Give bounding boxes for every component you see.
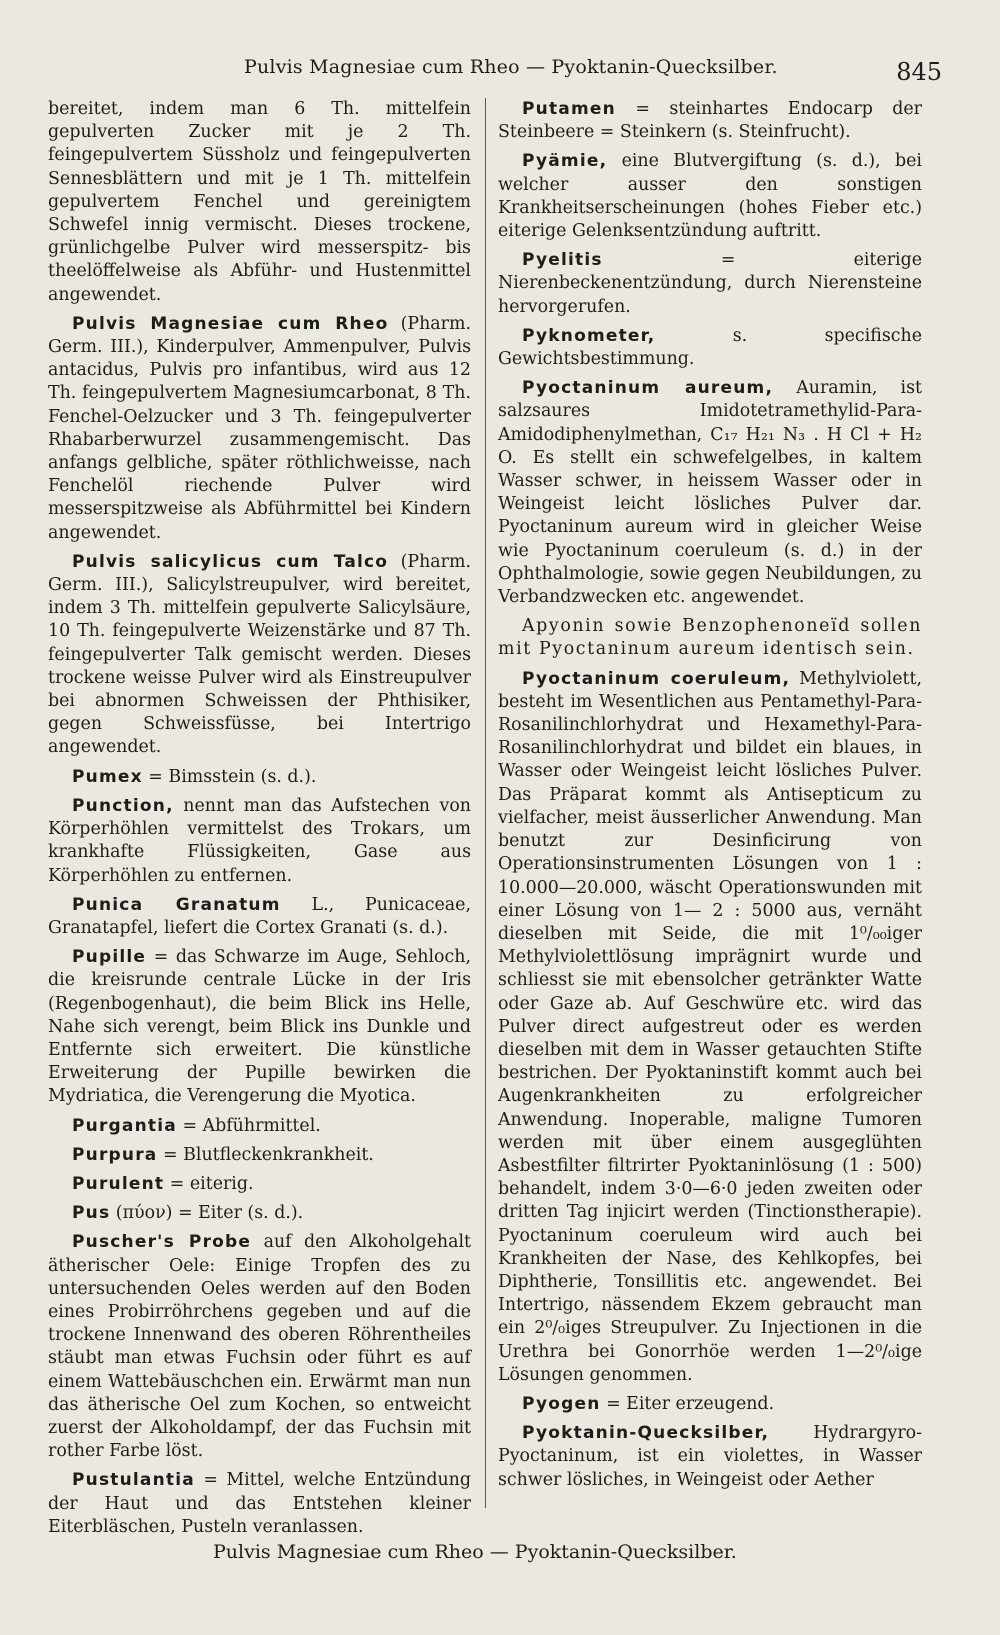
dictionary-entry [48, 1115, 471, 1138]
entry-text: eine Blutvergiftung (s. d.), bei welcher ausser den sonstigen Krankheitserscheinungen (hohes Fieber etc.) eiterige Gelenksentzündung auftritt. [498, 151, 922, 242]
left-column [48, 98, 485, 1543]
dictionary-entry [48, 1231, 471, 1463]
entry-text: = eiterige Nierenbeckenentzündung, durch Nierensteine hervorgerufen. [498, 250, 922, 317]
dictionary-entry [48, 1202, 471, 1225]
dictionary-entry [498, 325, 922, 371]
entry-headword: Purgantia [72, 1115, 177, 1136]
entry-text: = das Schwarze im Auge, Sehloch, die kreisrunde centrale Lücke in der Iris (Regenbogenhaut), die beim Blick ins Helle, Nahe sich verengt, beim Blick ins Dunkle und Entfernte sich erweitert. Die künstliche Erweiterung der Pupille bewirken die Mydriatica, die Verengerung die Myotica. [48, 947, 471, 1107]
entry-text: = Mittel, welche Entzündung der Haut und das Entstehen kleiner Eiterbläschen, Pusteln veranlassen. [48, 1470, 471, 1537]
entry-headword: Purpura [72, 1144, 158, 1165]
entry-text: = Bimsstein (s. d.). [142, 766, 317, 787]
entry-text: (Pharm. Germ. III.), Salicylstreupulver, wird bereitet, indem 3 Th. mittelfein gepulverte Salicylsäure, 10 Th. feingepulverte Weizenstärke und 87 Th. feingepulverter Talk gemischt werden. Dieses trockene weisse Pulver wird als Einstreupulver bei abnormen Schweissen der Phthisiker, gegen Schweissfüsse, bei Intertrigo angewendet. [48, 551, 472, 758]
entry-headword: Purulent [72, 1173, 165, 1194]
entry-headword: Puscher's Probe [72, 1232, 252, 1253]
entry-text: auf den Alkoholgehalt ätherischer Oele: Einige Tropfen des zu untersuchenden Oeles werden auf den Boden eines Probirröhrchens gegeben und auf die trockene Innenwand des oberen Röhrentheiles stäubt man etwas Fuchsin oder führt es auf einem Wattebäuschchen ein. Erwärmt man nun das ätherische Oel zum Kochen, so entweicht zuerst der Alkoholdampf, der das Fuchsin mit rother Farbe löst. [48, 1232, 471, 1462]
entry-headword: Pyämie, [522, 151, 608, 172]
entry-headword: Pyogen [522, 1393, 601, 1414]
entry-text: s. specifische Gewichtsbestimmung. [498, 325, 922, 370]
entry-headword: Pyknometer, [522, 325, 656, 346]
entry-headword: Pyoktanin-Quecksilber, [522, 1423, 770, 1444]
entry-text: nennt man das Aufstechen von Körperhöhlen vermittelst des Trokars, um krankhafte Flüssigkeiten, Gase aus Körperhöhlen zu entfernen. [48, 795, 471, 886]
entry-headword: Pulvis Magnesiae cum Rheo [72, 313, 389, 334]
dictionary-entry [498, 249, 922, 319]
entry-text: L., Punicaceae, Granatapfel, liefert die Cortex Granati (s. d.). [48, 894, 471, 938]
entry-text: = Blutfleckenkrankheit. [157, 1144, 374, 1165]
entry-headword: Punica Granatum [72, 894, 281, 915]
footer-line: Pulvis Magnesiae cum Rheo — Pyoktanin-Quecksilber. [213, 1541, 737, 1563]
entry-text: = steinhartes Endocarp der Steinbeere = Steinkern (s. Steinfrucht). [498, 99, 922, 143]
entry-text: Hydrargyro-Pyoctaninum, ist ein violettes, in Wasser schwer lösliches, in Weingeist oder Aether [498, 1423, 922, 1490]
entry-headword: Pyoctaninum aureum, [522, 378, 774, 399]
dictionary-entry [48, 766, 471, 789]
dictionary-entry [498, 1393, 922, 1416]
entry-headword: Pumex [72, 766, 143, 787]
dictionary-entry [48, 894, 471, 940]
dictionary-entry [498, 98, 922, 144]
running-header [48, 48, 942, 98]
entry-text: = Abführmittel. [176, 1115, 321, 1136]
entry-text: Auramin, ist salzsaures Imidotetramethylid-Para-Amidodiphenylmethan, C₁₇ H₂₁ N₃ . H Cl + H₂ O. Es stellt ein schwefelgelbes, in kaltem Wasser schwer, in heissem Wasser oder in Weingeist leicht lösliches Pulver dar. Pyoctaninum aureum wird in gleicher Weise wie Pyoctaninum coeruleum (s. d.) in der Ophthalmologie, sowie gegen Neubildungen, zu Verbandzwecken etc. angewendet. [498, 378, 922, 608]
dictionary-entry [498, 377, 922, 609]
dictionary-entry [48, 551, 471, 760]
entry-headword: Pyelitis [522, 250, 603, 271]
two-column-body [48, 98, 942, 1543]
entry-text: (Pharm. Germ. III.), Kinderpulver, Ammenpulver, Pulvis antacidus, Pulvis pro infantibus, wird aus 12 Th. feingepulvertem Magnesiumcarbonat, 8 Th. Fenchel-Oelzucker und 3 Th. feingepulverter Rhabarberwurzel zusammengemischt. Das anfangs gelbliche, später röthlichweisse, nach Fenchelöl riechende Pulver wird messerspitzweise als Abführmittel bei Kindern angewendet. [48, 313, 472, 543]
entry-headword: Pyoctaninum coeruleum, [522, 668, 791, 689]
dictionary-entry [498, 668, 922, 1387]
entry-headword: Putamen [522, 99, 616, 119]
entry-headword: Pupille [72, 947, 147, 968]
dictionary-entry [48, 1173, 471, 1196]
dictionary-entry [48, 98, 471, 307]
entry-headword: Pus [72, 1203, 111, 1224]
entry-text: = Eiter erzeugend. [600, 1393, 775, 1414]
entry-headword: Pulvis salicylicus cum Talco [72, 551, 389, 572]
dictionary-entry [48, 795, 471, 888]
dictionary-entry [48, 946, 471, 1108]
dictionary-entry [48, 313, 471, 545]
entry-text: = eiterig. [164, 1173, 254, 1194]
entry-headword: Punction, [72, 795, 174, 816]
entry-text: (πύον) = Eiter (s. d.). [110, 1203, 304, 1224]
dictionary-entry [498, 1422, 922, 1492]
entry-text: Apyonin sowie Benzophenoneïd sollen mit Pyoctaninum aureum identisch sein. [498, 616, 922, 660]
page-number: 845 [896, 58, 942, 86]
dictionary-entry [48, 1144, 471, 1167]
right-column [485, 98, 922, 1508]
dictionary-entry [498, 615, 922, 661]
running-title: Pulvis Magnesiae cum Rheo — Pyoktanin-Quecksilber. [244, 56, 778, 78]
entry-headword: Pustulantia [72, 1470, 195, 1491]
dictionary-entry [48, 1469, 471, 1539]
dictionary-entry [498, 150, 922, 243]
entry-text: bereitet, indem man 6 Th. mittelfein gepulverten Zucker mit je 2 Th. feingepulvertem Süssholz und feingepulverten Sennesblättern und mit je 1 Th. mittelfein gepulvertem Fenchel und gereinigtem Schwefel innig vermischt. Dieses trockene, grünlichgelbe Pulver wird messerspitz- bis theelöffelweise als Abführ- und Hustenmittel angewendet. [48, 99, 471, 305]
entry-text: Methylviolett, besteht im Wesentlichen aus Pentamethyl-Para-Rosanilinchlorhydrat und Hexamethyl-Para-Rosanilinchlorhydrat und bildet ein blaues, in Wasser oder Weingeist leicht lösliches Pulver. Das Präparat kommt als Antisepticum zu vielfacher, meist äusserlicher Anwendung. Man benutzt zur Desinficirung von Operationsinstrumenten Lösungen von 1 : 10.000—20.000, wäscht Operationswunden mit einer Lösung von 1— 2 : 5000 aus, vernäht dieselben mit Seide, die mit 1⁰/₀₀iger Methylviolettlösung imprägnirt wurde und schliesst sie mit ebensolcher getränkter Watte oder Gaze ab. Auf Geschwüre etc. wird das Pulver direct aufgestreut oder es werden dieselben mit dem in Wasser getauchten Stifte bestrichen. Der Pyoktaninstift kommt auch bei Augenkrankheiten zu erfolgreicher Anwendung. Inoperable, maligne Tumoren werden mit über einem ausgeglühten Asbestfilter filtrirter Pyoktaninlösung (1 : 500) behandelt, indem 3·0—6·0 jeden zweiten oder dritten Tag injicirt werden (Tinctionstherapie). Pyoctaninum coeruleum wird auch bei Krankheiten der Nase, des Kehlkopfes, bei Diphtherie, Tonsillitis etc. angewendet. Bei Intertrigo, nässendem Ekzem gebraucht man ein 2⁰/₀iges Streupulver. Zu Injectionen in die Urethra bei Gonorrhöe werden 1—2⁰/₀ige Lösungen genommen. [498, 668, 922, 1385]
